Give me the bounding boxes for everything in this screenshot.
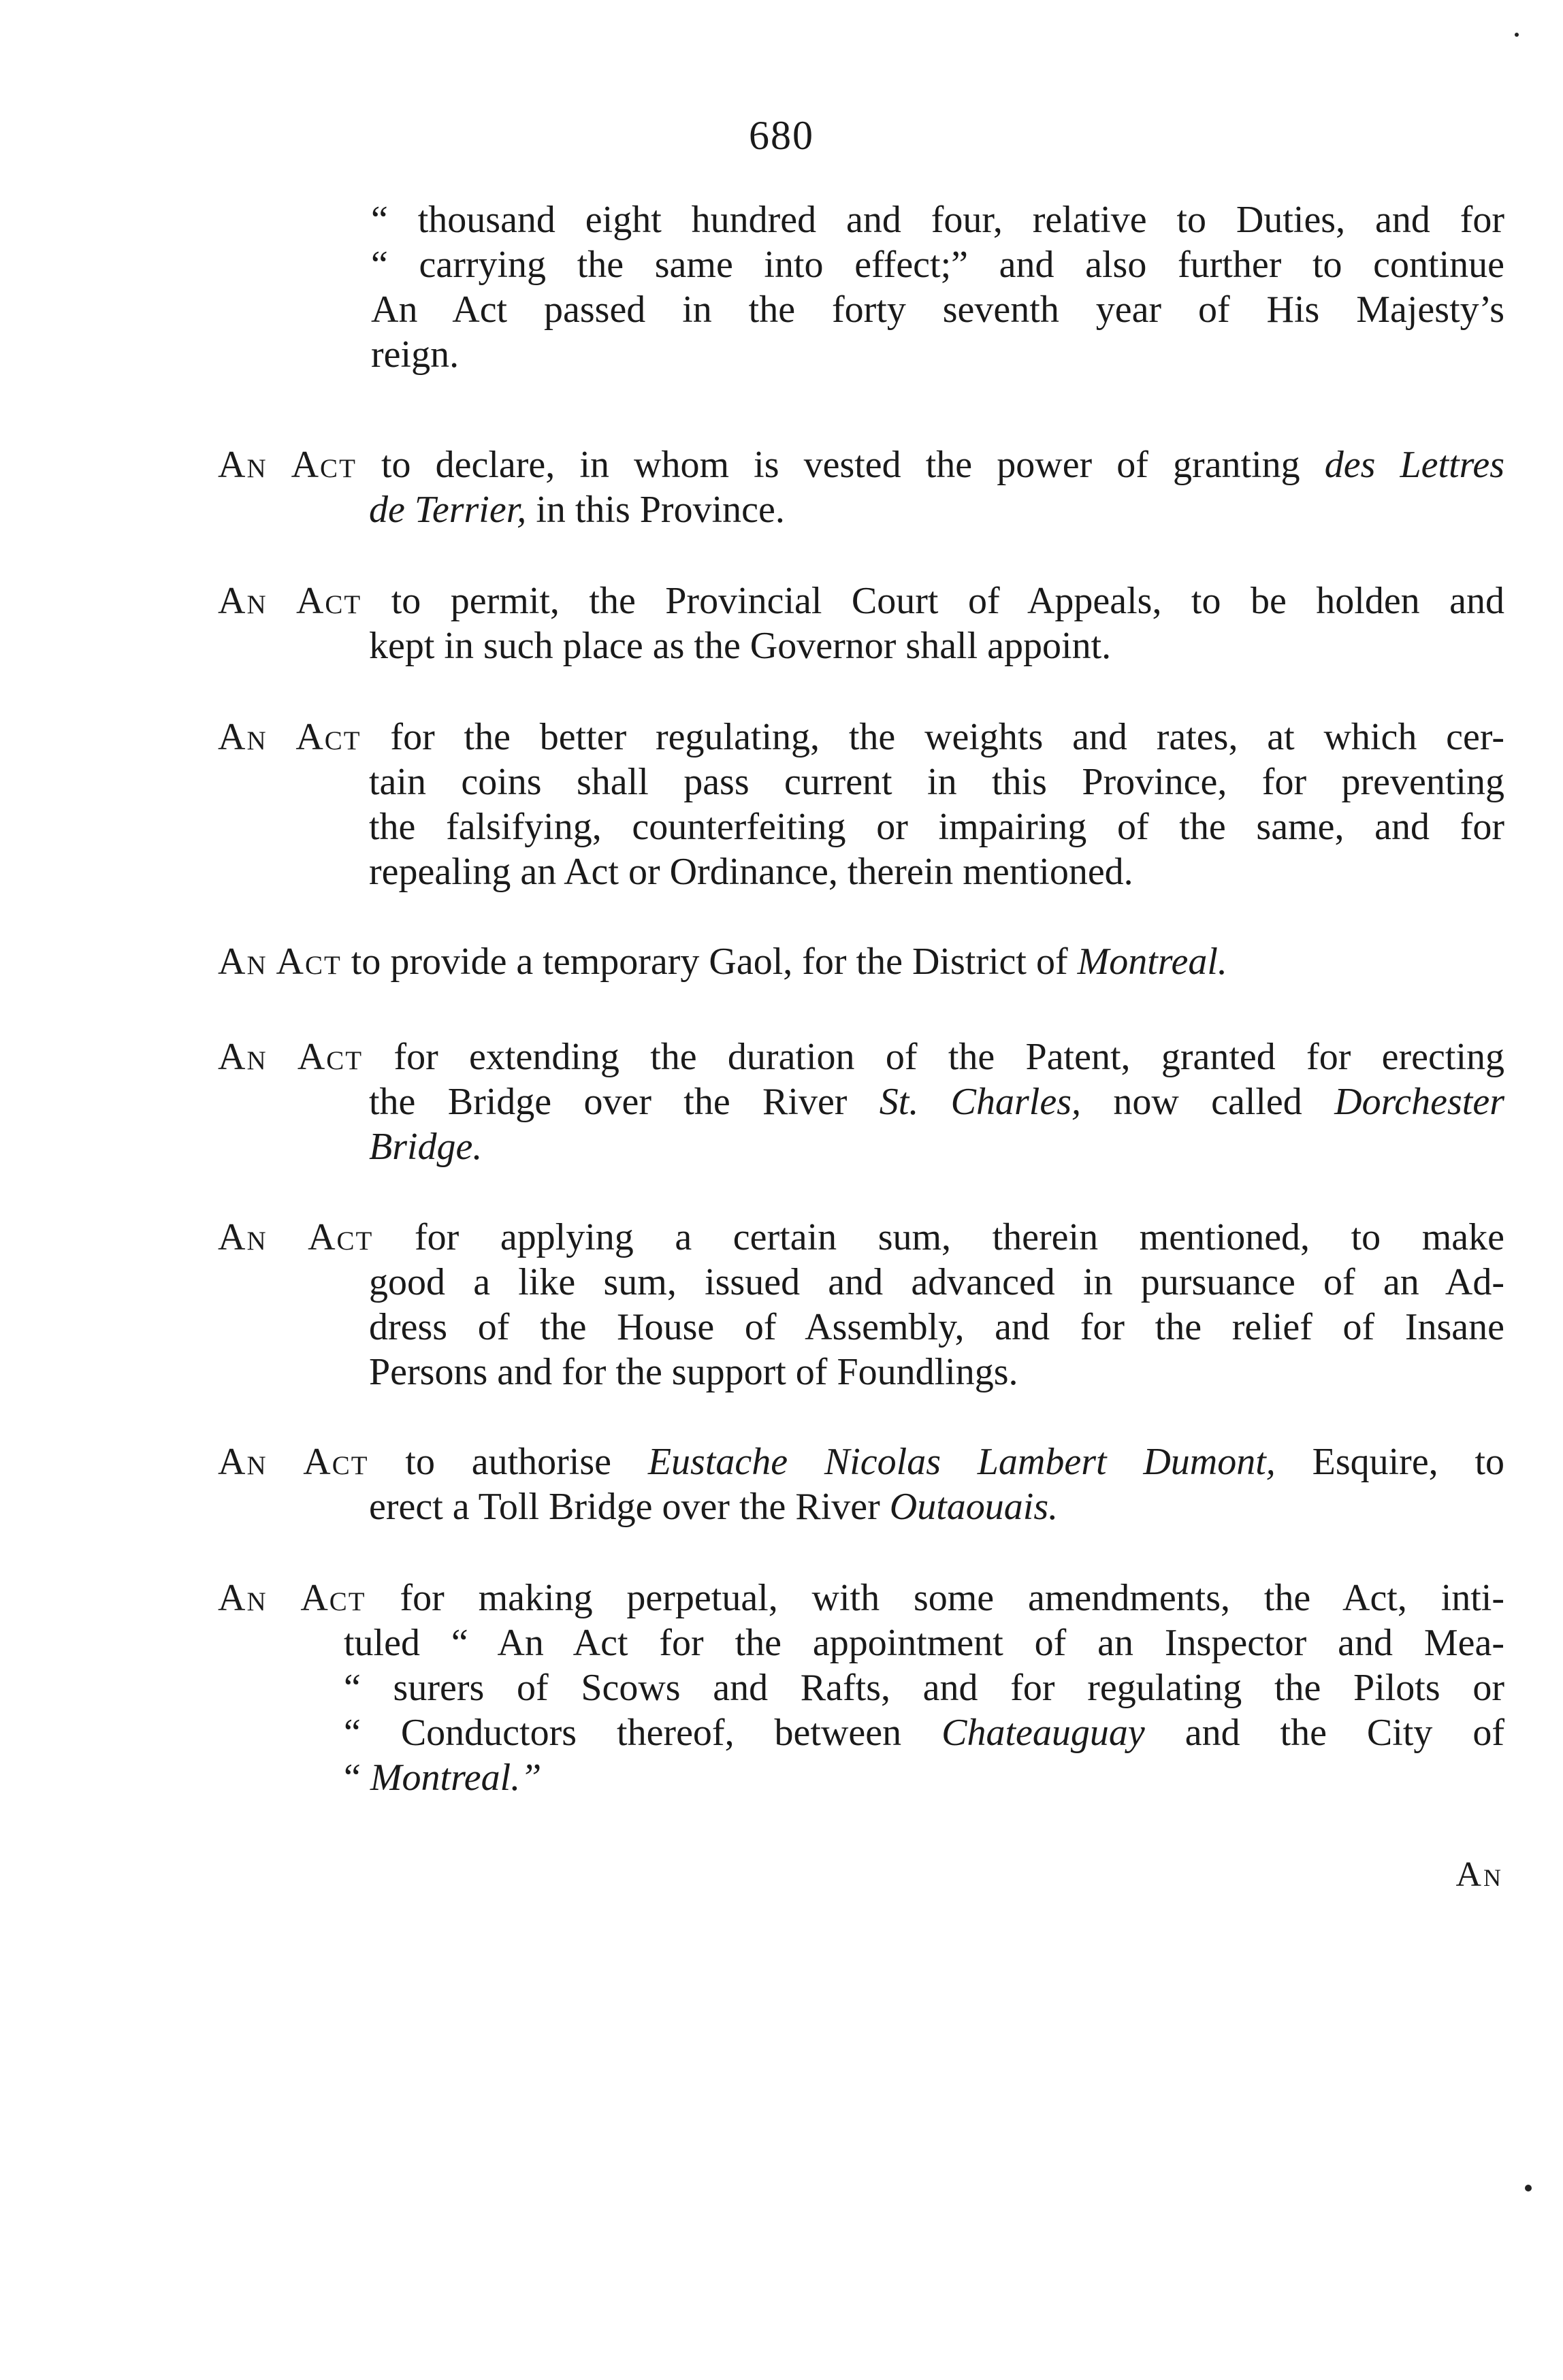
italic-term: Montreal.” xyxy=(370,1757,542,1799)
text-line xyxy=(218,1034,1504,1079)
text-line: “ surers of Scows and Rafts, and for regulating the Pilots or xyxy=(344,1667,1504,1709)
text-line: repealing an Act or Ordinance, therein mentioned. xyxy=(369,851,1133,893)
act-lead: An Act xyxy=(218,1036,364,1078)
act-text: to authorise xyxy=(405,1441,612,1483)
text-line xyxy=(218,1079,1504,1124)
text-line: kept in such place as the Governor shall appoint. xyxy=(369,625,1112,667)
text-line: tain coins shall pass current in this Province, for preventing xyxy=(369,761,1504,803)
text-line: tuled “ An Act for the appointment of an Inspector and Mea- xyxy=(344,1622,1504,1664)
ink-speck xyxy=(1515,33,1519,37)
act-text: the Bridge over the River xyxy=(369,1081,848,1123)
act-text: “ xyxy=(344,1757,361,1799)
act-text: erect a Toll Bridge over the River xyxy=(369,1486,880,1528)
act-text: Esquire, to xyxy=(1312,1441,1505,1483)
text-line: An Act passed in the forty seventh year of His Majesty’s xyxy=(371,289,1504,331)
ink-speck xyxy=(1525,2185,1532,2191)
text-line xyxy=(218,578,1504,623)
text-line: the falsifying, counterfeiting or impairing of the same, and for xyxy=(369,806,1504,848)
text-line xyxy=(218,487,1504,532)
italic-term: Chateauguay xyxy=(941,1712,1145,1754)
act-entry xyxy=(218,1439,1504,1529)
text-line: “ carrying the same into effect;” and also further to continue xyxy=(371,244,1504,286)
act-text: now called xyxy=(1113,1081,1302,1123)
italic-term: de Terrier, xyxy=(369,489,527,531)
act-entry xyxy=(218,1215,1504,1395)
act-entry xyxy=(218,442,1504,532)
act-text: for extending the duration of the Patent, granted for erecting xyxy=(393,1036,1505,1078)
act-entry xyxy=(218,578,1504,668)
act-text: for the better regulating, the weights and rates, at which cer- xyxy=(390,716,1505,758)
text-line xyxy=(218,1710,1504,1755)
text-line xyxy=(218,939,1504,984)
text-line xyxy=(218,1439,1504,1484)
act-text: for applying a certain sum, therein mentioned, to make xyxy=(414,1216,1505,1258)
act-text: to provide a temporary Gaol, for the District of xyxy=(351,941,1068,983)
act-text: for making perpetual, with some amendments, the Act, inti- xyxy=(400,1577,1505,1619)
italic-term: Outaouais. xyxy=(889,1486,1059,1528)
act-text: “ Conductors thereof, between xyxy=(344,1712,902,1754)
continued-act-entry xyxy=(371,197,1504,377)
text-line: reign. xyxy=(371,333,460,376)
italic-term: Montreal. xyxy=(1077,941,1227,983)
italic-term: Eustache Nicolas Lambert Dumont, xyxy=(647,1441,1276,1483)
act-entry xyxy=(218,715,1504,894)
text-line xyxy=(218,1484,1504,1529)
act-text: and the City of xyxy=(1185,1712,1505,1754)
text-line: dress of the House of Assembly, and for the relief of Insane xyxy=(369,1306,1504,1348)
act-lead: An Act xyxy=(218,1577,366,1619)
text-line: Persons and for the support of Foundlings. xyxy=(369,1351,1018,1393)
italic-term: Dorchester xyxy=(1334,1081,1504,1123)
act-text: to declare, in whom is vested the power of granting xyxy=(381,444,1300,486)
page-number: 680 xyxy=(749,113,814,158)
act-lead: An Act xyxy=(218,1441,369,1483)
act-lead: An Act xyxy=(218,716,361,758)
italic-term: Bridge. xyxy=(369,1126,483,1168)
text-line xyxy=(218,1124,1504,1169)
text-line xyxy=(218,1576,1504,1620)
text-line xyxy=(218,1215,1504,1260)
text-line: “ thousand eight hundred and four, relative to Duties, and for xyxy=(371,199,1504,241)
catchword: An xyxy=(1455,1855,1503,1894)
act-entry xyxy=(218,1576,1504,1800)
act-entry xyxy=(218,939,1504,984)
italic-term: St. Charles, xyxy=(879,1081,1082,1123)
text-line: good a like sum, issued and advanced in pursuance of an Ad- xyxy=(369,1261,1504,1303)
text-line xyxy=(218,1755,1504,1800)
act-entry xyxy=(218,1034,1504,1169)
text-line xyxy=(218,715,1504,760)
act-lead: An Act xyxy=(218,580,362,622)
act-lead: An Act xyxy=(218,444,357,486)
act-text: in this Province. xyxy=(536,489,785,531)
act-text: to permit, the Provincial Court of Appeals, to be holden and xyxy=(391,580,1505,622)
act-lead: An Act xyxy=(218,1216,374,1258)
act-lead: An Act xyxy=(218,941,342,983)
text-line xyxy=(218,442,1504,487)
italic-term: des Lettres xyxy=(1324,444,1505,486)
